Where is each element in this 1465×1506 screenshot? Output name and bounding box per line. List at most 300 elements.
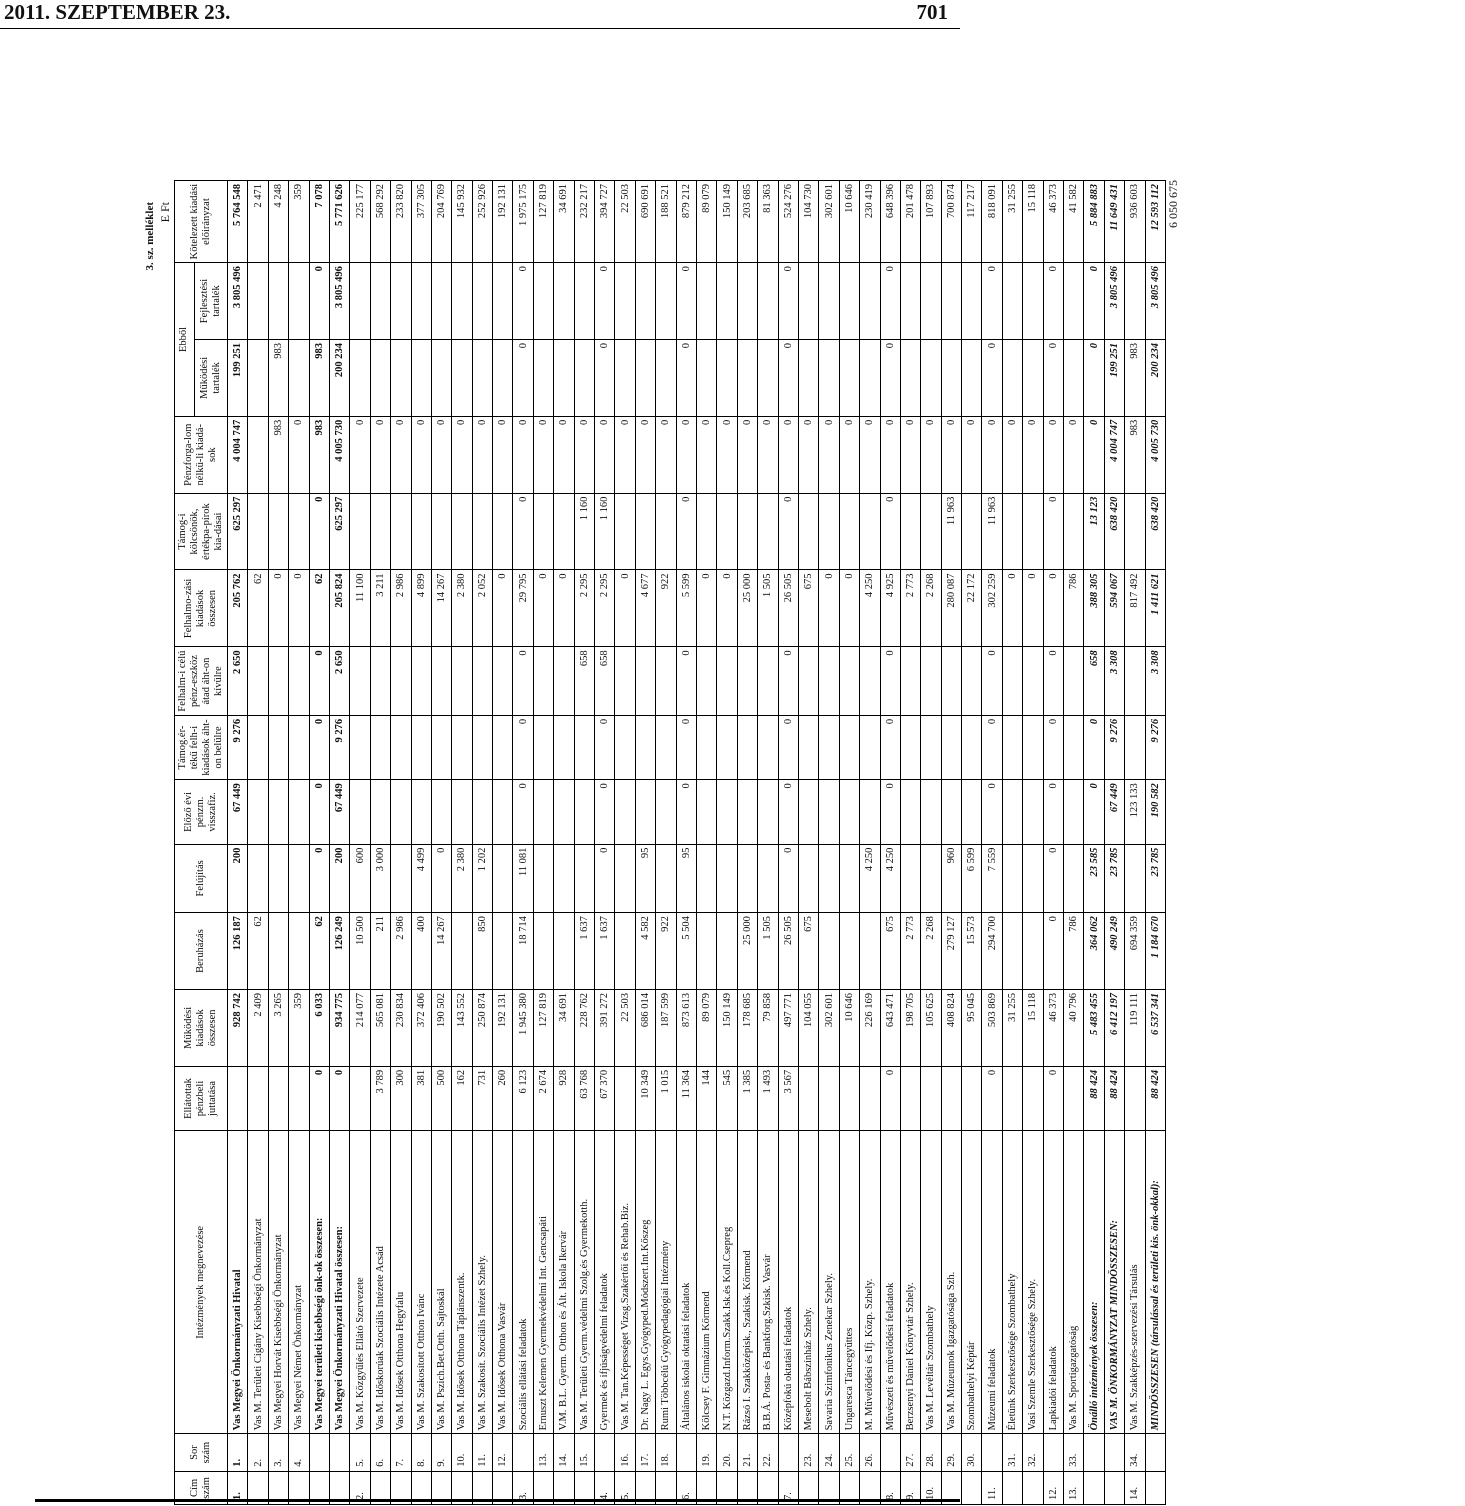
cell-value [941,1066,961,1130]
cell-value [1064,780,1084,844]
cell-value [268,780,288,844]
table-row [962,181,982,1505]
cell-value [962,339,982,416]
cell-institution-name: Vas M. Közgyűlés Ellátó Szervezete [350,1131,370,1434]
cell-value: 928 [554,1066,574,1130]
cell-value: 0 [1002,416,1022,493]
table-row [1145,181,1165,1505]
footnote-row [1166,180,1182,1505]
cell-value: 4 677 [635,570,655,647]
cell-value [941,647,961,716]
cell-value: 391 272 [595,989,615,1066]
cell-value [860,913,880,990]
annex-label: 3. sz. melléklet [144,202,156,271]
cell-value: 0 [1084,339,1104,416]
cell-value: 294 700 [982,913,1002,990]
cell-value: 5 483 455 [1084,989,1104,1066]
cell-value: 658 [574,647,594,716]
cell-value: 0 [900,416,920,493]
cell-institution-name: Szociális ellátási feladatok [513,1131,533,1434]
cell-value [1064,263,1084,340]
header-date: 2011. SZEPTEMBER 23. [4,0,231,24]
cell-value [268,844,288,913]
cell-value: 694 359 [1125,913,1145,990]
cell-value: 12 593 112 [1145,181,1165,263]
cell-value [370,263,390,340]
cell-value [656,844,676,913]
cell-value: 46 373 [1043,181,1063,263]
table-row [1104,181,1124,1505]
cell-value: 850 [472,913,492,990]
cell-value [696,647,716,716]
cell-value: 2 650 [329,647,349,716]
cell-value [819,913,839,990]
cell-sor [880,1434,900,1471]
cell-value: 565 081 [370,989,390,1066]
unit-label: E Ft [158,202,172,223]
cell-institution-name: Lapkiadói feladatok [1043,1131,1063,1434]
cell-value: 0 [329,1066,349,1130]
cell-value: 230 419 [860,181,880,263]
cell-institution-name: Rázsó I. Szakközépisk., Szakisk. Körmend [737,1131,757,1434]
cell-cim: 3. [513,1471,533,1504]
cell-value: 204 769 [431,181,451,263]
cell-sor: 6. [370,1434,390,1471]
cell-value: 34 691 [554,989,574,1066]
table-row [982,181,1002,1505]
cell-value [839,339,859,416]
cell-value: 88 424 [1104,1066,1124,1130]
cell-sor [1104,1434,1124,1471]
cell-value: 25 000 [737,570,757,647]
cell-value: 0 [493,570,513,647]
cell-value: 117 217 [962,181,982,263]
cell-cim: 7. [778,1471,798,1504]
cell-value [533,715,553,779]
cell-value: 0 [941,416,961,493]
table-row [1125,181,1145,1505]
col-header-tamog: Támog.ér-tékű felh-i kiadások áht-on belülre [175,715,228,779]
cell-value [472,715,492,779]
cell-value [941,263,961,340]
cell-value: 145 932 [452,181,472,263]
cell-institution-name: Vas M. Területi Cigány Kisebbségi Önkormányzat [248,1131,268,1434]
cell-sor: 14. [554,1434,574,1471]
cell-value [411,493,431,570]
cell-value [900,780,920,844]
cell-value [533,493,553,570]
cell-value: 190 582 [1145,780,1165,844]
cell-value: 6 123 [513,1066,533,1130]
cell-institution-name: Ernuszt Kelemen Gyermekvédelmi Int. Gencsapáti [533,1131,553,1434]
cell-value: 0 [982,647,1002,716]
cell-value [493,339,513,416]
cell-value: 2 986 [391,570,411,647]
cell-value: 0 [880,493,900,570]
cell-value: 5 504 [676,913,696,990]
cell-value [533,913,553,990]
cell-value [574,263,594,340]
table-row [228,181,248,1505]
cell-institution-name: Vas Megyei Önkormányzati Hivatal [228,1131,248,1434]
cell-value [737,493,757,570]
cell-institution-name: Életünk Szerkesztősége Szombathely [1002,1131,1022,1434]
cell-value [717,913,737,990]
col-header-mukodesi-tartalek: Működési tartalék [194,339,227,416]
cell-value [717,263,737,340]
cell-value: 0 [595,263,615,340]
cell-institution-name: Múzeumi feladatok [982,1131,1002,1434]
cell-sor: 2. [248,1434,268,1471]
cell-value [798,1066,818,1130]
cell-value [248,844,268,913]
table-row [656,181,676,1505]
cell-institution-name: Művészeti és művelődési feladatok [880,1131,900,1434]
cell-value [615,1066,635,1130]
cell-value: 928 742 [228,989,248,1066]
cell-value: 0 [1043,263,1063,340]
cell-value: 0 [513,780,533,844]
cell-value: 2 674 [533,1066,553,1130]
cell-value [921,844,941,913]
cell-institution-name: Rumi Többcélú Gyógypedagógiai Intézmény [656,1131,676,1434]
cell-value [921,1066,941,1130]
cell-cim: 13. [1064,1471,1084,1504]
cell-value: 0 [309,715,329,779]
cell-value [431,647,451,716]
cell-value [656,263,676,340]
cell-value [248,780,268,844]
cell-value: 3 000 [370,844,390,913]
cell-cim: 1. [228,1471,248,1504]
cell-value: 2 409 [248,989,268,1066]
col-header-cim: Cím szám [175,1471,228,1504]
cell-value [452,715,472,779]
table-row [900,181,920,1505]
cell-institution-name: Vas M. Sportigazgatóság [1064,1131,1084,1434]
cell-value [941,339,961,416]
cell-value [798,647,818,716]
cell-value: 62 [248,570,268,647]
cell-value: 5 599 [676,570,696,647]
cell-value [533,647,553,716]
cell-value: 500 [431,1066,451,1130]
cell-institution-name: Berzsenyi Dániel Könyvtár Szhely. [900,1131,920,1434]
cell-value [860,1066,880,1130]
cell-value: 4 499 [411,844,431,913]
cell-value [737,647,757,716]
cell-value: 0 [1084,715,1104,779]
cell-value: 0 [289,416,309,493]
cell-value: 0 [1043,844,1063,913]
cell-value: 0 [778,647,798,716]
cell-value [962,647,982,716]
cell-value [1002,844,1022,913]
cell-value [391,844,411,913]
cell-institution-name: MINDÖSSZESEN (társulással és területi kis. önk-okkal): [1145,1131,1165,1434]
cell-value: 10 646 [839,989,859,1066]
cell-value [758,647,778,716]
col-header-felhalm: Felhalm-i célú pénz-eszköz átad áht-on kívülre [175,647,228,716]
cell-value [493,493,513,570]
cell-institution-name: Vas M. Levéltár Szombathely [921,1131,941,1434]
cell-sor [309,1434,329,1471]
cell-value: 3 805 496 [1145,263,1165,340]
cell-value: 0 [982,1066,1002,1130]
cell-value: 200 234 [329,339,349,416]
cell-value [819,715,839,779]
cell-value: 9 276 [329,715,349,779]
cell-value [554,339,574,416]
cell-value: 7 559 [982,844,1002,913]
cell-sor: 33. [1064,1434,1084,1471]
cell-sor: 16. [615,1434,635,1471]
cell-value [248,263,268,340]
cell-value [1023,1066,1043,1130]
cell-value [411,780,431,844]
cell-value [962,780,982,844]
cell-value [819,339,839,416]
cell-value: 0 [309,493,329,570]
cell-value: 0 [431,416,451,493]
cell-value: 0 [1002,570,1022,647]
cell-value [717,844,737,913]
cell-value [493,647,513,716]
budget-table-body [228,181,1166,1505]
cell-value: 302 601 [819,181,839,263]
cell-value [493,715,513,779]
cell-value: 0 [1043,715,1063,779]
cell-institution-name: Dr. Nagy L. Egys.Gyógyped.Módszert.Int.Kőszeg [635,1131,655,1434]
cell-value: 0 [595,416,615,493]
cell-value: 400 [411,913,431,990]
table-row [452,181,472,1505]
cell-value [452,493,472,570]
cell-cim: 4. [595,1471,615,1504]
cell-value [268,715,288,779]
cell-value: 2 380 [452,570,472,647]
cell-institution-name: Vas M. Időskorúak Szociális Intézete Acsád [370,1131,390,1434]
cell-value [900,844,920,913]
cell-value: 0 [656,416,676,493]
table-row [1002,181,1022,1505]
table-row [1023,181,1043,1505]
footer-rule [35,1499,960,1502]
cell-value: 0 [493,416,513,493]
cell-value [1125,1066,1145,1130]
cell-value: 0 [1023,570,1043,647]
cell-institution-name: Vas M. Szakképzés-szervezési Társulás [1125,1131,1145,1434]
cell-value [1125,263,1145,340]
cell-value [921,339,941,416]
cell-value: 0 [778,416,798,493]
cell-value [1023,647,1043,716]
cell-value: 200 234 [1145,339,1165,416]
cell-value [431,715,451,779]
cell-value: 372 406 [411,989,431,1066]
cell-sor: 24. [819,1434,839,1471]
cell-sor: 31. [1002,1434,1022,1471]
cell-value [696,715,716,779]
cell-institution-name: Vas M. Szakosít. Szociális Intézet Szhely. [472,1131,492,1434]
cell-value: 818 091 [982,181,1002,263]
cell-value [737,263,757,340]
cell-value: 2 295 [595,570,615,647]
cell-value [656,647,676,716]
cell-value: 0 [554,570,574,647]
cell-value: 280 087 [941,570,961,647]
cell-value: 0 [860,416,880,493]
cell-value: 22 172 [962,570,982,647]
cell-value: 198 705 [900,989,920,1066]
cell-value: 0 [696,416,716,493]
cell-value: 9 276 [1145,715,1165,779]
cell-value: 3 265 [268,989,288,1066]
cell-value [289,493,309,570]
cell-value: 643 471 [880,989,900,1066]
cell-value [1023,339,1043,416]
cell-value [717,493,737,570]
cell-value: 0 [595,715,615,779]
cell-value [635,263,655,340]
cell-value [554,844,574,913]
cell-value: 0 [758,416,778,493]
cell-institution-name: Vas M. Idősek Otthona Hegyfalu [391,1131,411,1434]
cell-value: 0 [370,416,390,493]
cell-value [493,263,513,340]
cell-sor [329,1434,349,1471]
cell-value: 934 775 [329,989,349,1066]
cell-value: 6 412 197 [1104,989,1124,1066]
cell-value [900,647,920,716]
cell-value: 936 603 [1125,181,1145,263]
cell-value: 34 691 [554,181,574,263]
cell-value: 0 [513,493,533,570]
cell-value [391,493,411,570]
cell-value [819,263,839,340]
cell-value: 648 396 [880,181,900,263]
cell-value [798,263,818,340]
cell-value [758,844,778,913]
cell-value: 0 [309,647,329,716]
cell-value [472,263,492,340]
rotated-page-stage [140,180,1465,1500]
cell-value [860,715,880,779]
cell-institution-name: Vas Megyei Német Önkormányzat [289,1131,309,1434]
cell-value: 214 077 [350,989,370,1066]
cell-value: 192 131 [493,989,513,1066]
cell-value [717,715,737,779]
cell-value: 0 [778,339,798,416]
cell-value [941,715,961,779]
cell-cim: 9. [900,1471,920,1504]
cell-value [289,647,309,716]
cell-value [350,493,370,570]
cell-value: 0 [1023,416,1043,493]
table-row [778,181,798,1505]
cell-value [758,493,778,570]
cell-value [391,715,411,779]
cell-value: 879 212 [676,181,696,263]
cell-value: 89 079 [696,989,716,1066]
cell-value: 658 [1084,647,1104,716]
cell-value [391,263,411,340]
cell-value: 4 005 730 [329,416,349,493]
cell-value [1125,493,1145,570]
cell-value [1125,647,1145,716]
cell-value: 25 000 [737,913,757,990]
cell-value: 1 015 [656,1066,676,1130]
cell-sor: 17. [635,1434,655,1471]
cell-sor: 11. [472,1434,492,1471]
cell-value: 0 [513,263,533,340]
cell-value: 22 503 [615,181,635,263]
cell-value: 1 493 [758,1066,778,1130]
cell-value [411,339,431,416]
page-number: 701 [916,0,948,24]
cell-value [431,263,451,340]
cell-sor: 23. [798,1434,818,1471]
cell-institution-name: Savaria Szimfonikus Zenekar Szhely. [819,1131,839,1434]
cell-value: 0 [778,263,798,340]
cell-value: 0 [350,416,370,493]
cell-cim [1023,1471,1043,1504]
cell-value: 625 297 [329,493,349,570]
cell-value [656,493,676,570]
cell-sor: 8. [411,1434,431,1471]
cell-value [1023,913,1043,990]
cell-value: 0 [452,416,472,493]
cell-value: 0 [574,416,594,493]
cell-sor: 21. [737,1434,757,1471]
table-row [1043,181,1063,1505]
table-row [309,181,329,1505]
cell-value: 0 [1084,263,1104,340]
cell-sor: 34. [1125,1434,1145,1471]
cell-value [839,844,859,913]
header-rule [0,28,960,29]
col-header-kotelezett: Kötelezett kiadási előirányzat [175,181,228,263]
cell-value [819,1066,839,1130]
table-row [696,181,716,1505]
cell-value: 62 [248,913,268,990]
cell-value: 0 [1043,780,1063,844]
cell-value: 0 [513,715,533,779]
cell-cim: 10. [921,1471,941,1504]
cell-value: 62 [309,570,329,647]
cell-value: 88 424 [1145,1066,1165,1130]
cell-value: 625 297 [228,493,248,570]
cell-value: 252 926 [472,181,492,263]
cell-value: 0 [595,844,615,913]
cell-value: 731 [472,1066,492,1130]
cell-value [554,913,574,990]
col-header-beruhazas: Beruházás [175,913,228,990]
cell-value: 11 100 [350,570,370,647]
cell-value: 1 975 175 [513,181,533,263]
table-row [941,181,961,1505]
cell-value: 0 [676,493,696,570]
cell-value: 408 824 [941,989,961,1066]
cell-value: 15 118 [1023,181,1043,263]
cell-value [533,780,553,844]
cell-value [839,780,859,844]
cell-value [819,780,839,844]
cell-sor [778,1434,798,1471]
cell-value: 81 363 [758,181,778,263]
col-header-felhalmozasi: Felhalmo-zási kiadások összesen [175,570,228,647]
cell-value [391,647,411,716]
